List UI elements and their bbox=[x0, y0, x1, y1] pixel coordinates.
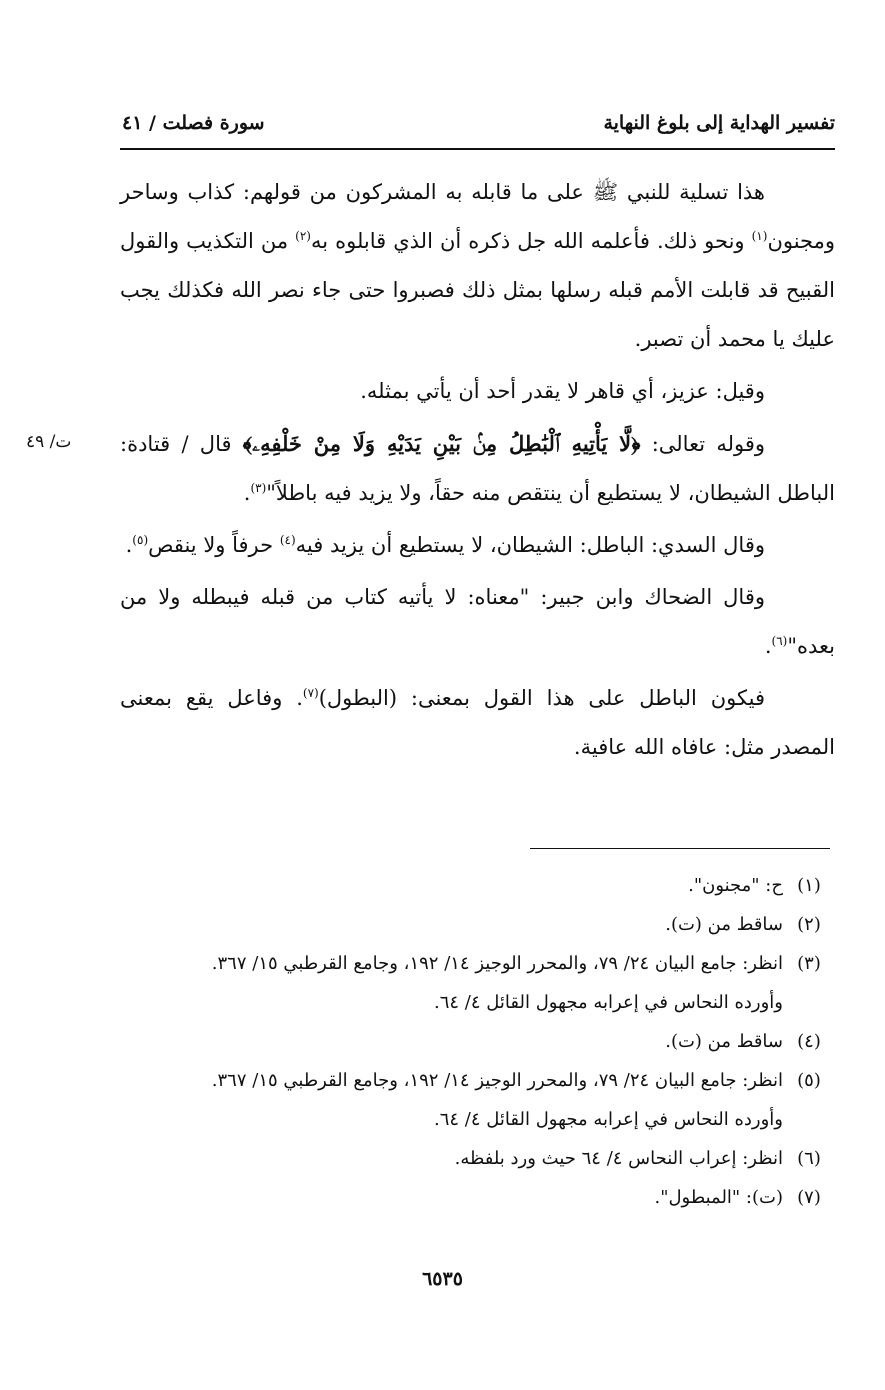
main-text bbox=[120, 168, 835, 772]
footnote-ref: (٧) bbox=[302, 686, 319, 700]
footnote-text: (ت): "المبطول". bbox=[654, 1187, 783, 1208]
paragraph bbox=[120, 573, 835, 671]
footnote-number: (٤) bbox=[797, 1031, 821, 1052]
paragraph bbox=[120, 674, 835, 772]
paragraph-text: هذا تسلية للنبي ﷺ على ما قابله به المشركون من قولهم: كذاب وساحر ومجنون bbox=[120, 180, 835, 253]
paragraph bbox=[120, 367, 835, 416]
page-number: ٦٥٣٥ bbox=[422, 1268, 463, 1290]
paragraph-text: وقيل: عزيز، أي قاهر لا يقدر أحد أن يأتي بمثله. bbox=[360, 379, 765, 403]
footnote-ref: (٦) bbox=[771, 634, 788, 648]
footnote-ref: (٢) bbox=[295, 229, 311, 243]
footnote bbox=[120, 1139, 835, 1178]
footnote-text: ح: "مجنون". bbox=[688, 875, 783, 896]
paragraph-text: . وفاعل يقع بمعنى المصدر مثل: عافاه الله عافية. bbox=[120, 686, 835, 759]
margin-note: ت/ ٤٩ bbox=[26, 432, 72, 452]
running-header bbox=[120, 112, 835, 148]
footnote-continuation: وأورده النحاس في إعرابه مجهول القائل ٤/ ٦٤. bbox=[434, 992, 783, 1013]
surah-label: سورة فصلت / ٤١ bbox=[122, 112, 265, 134]
paragraph-text: من التكذيب والقول القبيح قد قابلت الأمم قبله رسلها بمثل ذلك فصبروا حتى جاء نصر الله فكذلك يجب عليك يا محمد أن تصبر. bbox=[120, 229, 835, 351]
paragraph-text: . bbox=[125, 533, 133, 557]
paragraph-text: وقوله تعالى: bbox=[640, 432, 766, 456]
footnote-number: (٣) bbox=[797, 953, 821, 974]
footnote bbox=[120, 1022, 835, 1061]
paragraph-text: حرفاً ولا ينقص bbox=[148, 533, 280, 557]
footnote-ref: (٤) bbox=[279, 533, 296, 547]
footnote-text: ساقط من (ت). bbox=[665, 914, 783, 935]
paragraph bbox=[120, 419, 835, 518]
footnote-number: (٧) bbox=[797, 1187, 821, 1208]
footnote-text: انظر: جامع البيان ٢٤/ ٧٩، والمحرر الوجيز ١٤/ ١٩٢، وجامع القرطبي ١٥/ ٣٦٧. bbox=[211, 1070, 783, 1091]
footnote bbox=[120, 905, 835, 944]
book-title: تفسير الهداية إلى بلوغ النهاية bbox=[603, 112, 835, 134]
footnote-ref: (٣) bbox=[250, 481, 267, 495]
paragraph-text: فيكون الباطل على هذا القول بمعنى: (البطول) bbox=[318, 686, 765, 710]
footnote-ref: (١) bbox=[751, 229, 768, 243]
footnote-number: (٦) bbox=[797, 1148, 821, 1169]
footnotes bbox=[120, 866, 835, 1217]
footnote-rule bbox=[530, 848, 830, 849]
paragraph-text: قال / قتادة: الباطل الشيطان، لا يستطيع أن ينتقص منه حقاً، ولا يزيد فيه باطلاً" bbox=[120, 432, 835, 505]
paragraph-text: ونحو ذلك. فأعلمه الله جل ذكره أن الذي قابلوه به bbox=[310, 229, 752, 253]
paragraph-text: وقال السدي: الباطل: الشيطان، لا يستطيع أن يزيد فيه bbox=[295, 533, 765, 557]
paragraph-text: . bbox=[243, 481, 251, 505]
header-rule bbox=[120, 148, 835, 150]
quran-verse: ﴿لَّا يَأْتِيهِ ٱلْبَٰطِلُ مِنۢ بَيْنِ يَدَيْهِ وَلَا مِنْ خَلْفِهِۦ﴾ bbox=[242, 431, 641, 456]
paragraph-text: . bbox=[764, 634, 772, 658]
paragraph bbox=[120, 168, 835, 364]
paragraph bbox=[120, 521, 835, 570]
footnote-text: انظر: إعراب النحاس ٤/ ٦٤ حيث ورد بلفظه. bbox=[454, 1148, 783, 1169]
footnote bbox=[120, 866, 835, 905]
footnote-text: ساقط من (ت). bbox=[665, 1031, 783, 1052]
footnote-number: (١) bbox=[797, 875, 821, 896]
footnote-number: (٢) bbox=[797, 914, 821, 935]
footnote-ref: (٥) bbox=[132, 533, 149, 547]
footnote bbox=[120, 944, 835, 983]
footnote-continuation: وأورده النحاس في إعرابه مجهول القائل ٤/ ٦٤. bbox=[434, 1109, 783, 1130]
footnote bbox=[120, 1061, 835, 1100]
paragraph-text: وقال الضحاك وابن جبير: "معناه: لا يأتيه كتاب من قبله فيبطله ولا من بعده" bbox=[120, 585, 835, 658]
footnote-number: (٥) bbox=[797, 1070, 821, 1091]
footnote bbox=[120, 1178, 835, 1217]
footnote-text: انظر: جامع البيان ٢٤/ ٧٩، والمحرر الوجيز ١٤/ ١٩٢، وجامع القرطبي ١٥/ ٣٦٧. bbox=[211, 953, 783, 974]
